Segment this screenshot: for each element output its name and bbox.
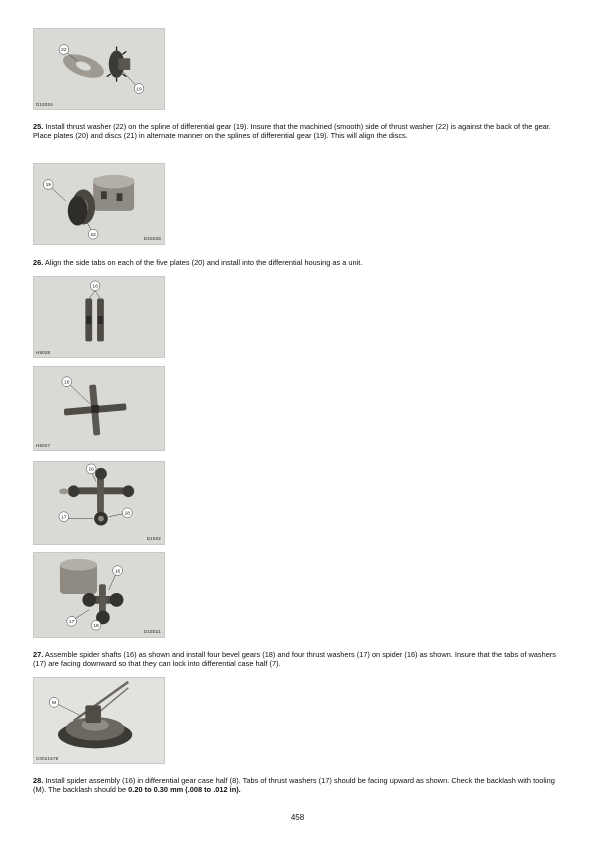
callout-label: 17 (61, 515, 67, 521)
step-text: Install spider assembly (16) in differential gear case half (8). Tabs of thrust washers (17) should be facing upward as shown. Check the backlash with tooling (M). The backlash should be (33, 776, 555, 795)
step-27 (33, 650, 563, 669)
figure-code: C0021579 (36, 756, 59, 761)
backlash-spec: 0.20 to 0.30 mm (.008 to .012 in). (128, 785, 241, 795)
figure-code: D15021 (144, 629, 161, 634)
step-text: Install thrust washer (22) on the spline of differential gear (19). Insure that the machined (smooth) side of thrust washer (22) is against the back of the gear. Place plates (20) and discs (21) in alternate manner on the splines of differential gear (19). This will align the discs. (33, 122, 551, 141)
spider-gears-illustration (34, 462, 164, 544)
backlash-tooling-illustration (34, 678, 164, 763)
figure-housing-gears (33, 552, 165, 638)
page-number: 458 (290, 813, 305, 822)
callout-label: 16 (92, 284, 98, 290)
callout-label: 22 (90, 233, 96, 238)
step-25 (33, 122, 563, 141)
figure-code: D1502 (146, 536, 161, 541)
spider-cross-illustration (34, 367, 164, 450)
callout-label: 19 (136, 87, 142, 93)
figure-spider-gears (33, 461, 165, 545)
step-number: 27. (33, 650, 44, 659)
callout-label: 17 (68, 620, 75, 626)
callout-label: 16 (114, 569, 121, 575)
figure-code: H5028 (36, 350, 51, 355)
step-text: Align the side tabs on each of the five plates (20) and install into the differential housing as a unit. (43, 258, 363, 267)
figure-spider-cross (33, 366, 165, 451)
gear-plates-illustration (34, 164, 164, 244)
figure-backlash-tooling (33, 677, 165, 764)
step-28 (33, 776, 563, 795)
thrust-washer-illustration (34, 29, 164, 109)
figure-code: D15034 (36, 102, 53, 107)
figure-code: H5027 (36, 443, 51, 448)
step-26 (33, 258, 563, 267)
step-number: 25. (33, 122, 44, 131)
figure-spider-shafts (33, 276, 165, 358)
callout-label: 19 (45, 183, 51, 189)
figure-thrust-washer (33, 28, 165, 110)
callout-label: 18 (124, 511, 131, 517)
callout-label: 16 (88, 467, 94, 473)
callout-label: 16 (64, 380, 70, 386)
callout-label: 22 (61, 48, 67, 54)
figure-gear-plates (33, 163, 165, 245)
step-number: 28. (33, 776, 44, 785)
callout-label: 18 (93, 624, 99, 630)
callout-label: M (52, 701, 57, 707)
step-text: Assemble spider shafts (16) as shown and install four bevel gears (18) and four thrust washers (17) on spider (16) as shown. Insure that the tabs of washers (17) are facing downward so that they can lock into differential case half (7). (33, 650, 556, 669)
step-number: 26. (33, 258, 44, 267)
housing-gears-illustration (34, 553, 164, 637)
figure-code: D15028 (144, 236, 161, 241)
spider-shafts-illustration (34, 277, 164, 357)
